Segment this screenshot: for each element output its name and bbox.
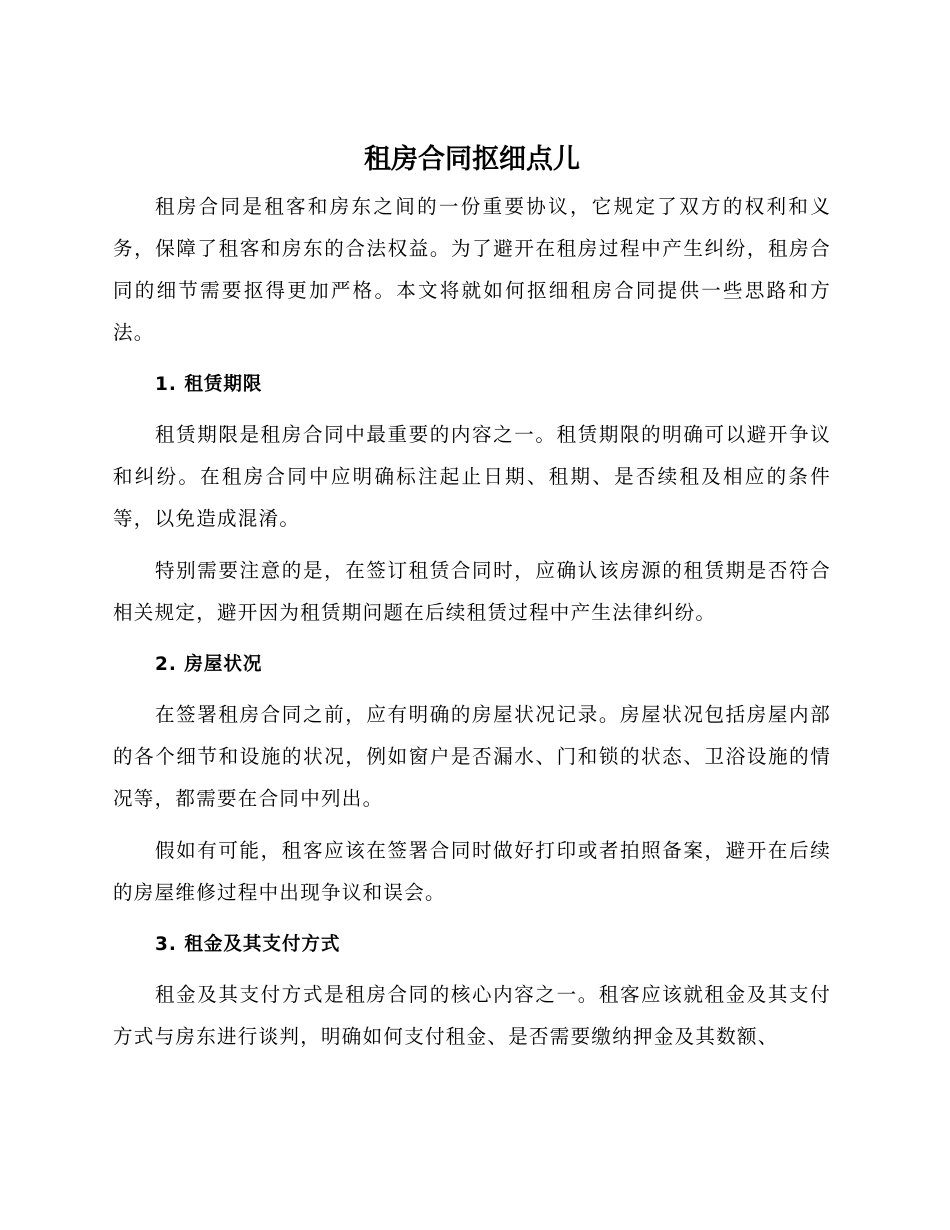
section-heading-house-condition: 2. 房屋状况 — [155, 654, 263, 675]
document-page — [113, 140, 831, 1058]
lease-term-paragraph-1: 租赁期限是租房合同中最重要的内容之一。租赁期限的明确可以避开争议和纠纷。在租房合同中应明确标注起止日期、租期、是否续租及相应的条件等，以免造成混淆。 — [113, 423, 831, 530]
section-heading-lease-term: 1. 租赁期限 — [155, 374, 263, 395]
rent-payment-paragraph-1: 租金及其支付方式是租房合同的核心内容之一。租客应该就租金及其支付方式与房东进行谈判，明确如何支付租金、是否需要缴纳押金及其数额、 — [113, 983, 831, 1048]
house-condition-paragraph-1: 在签署租房合同之前，应有明确的房屋状况记录。房屋状况包括房屋内部的各个细节和设施的状况，例如窗户是否漏水、门和锁的状态、卫浴设施的情况等，都需要在合同中列出。 — [113, 703, 831, 810]
page-title: 租房合同抠细点儿 — [364, 144, 580, 175]
section-heading-rent-payment: 3. 租金及其支付方式 — [155, 934, 341, 955]
intro-paragraph: 租房合同是租客和房东之间的一份重要协议，它规定了双方的权利和义务，保障了租客和房东的合法权益。为了避开在租房过程中产生纠纷，租房合同的细节需要抠得更加严格。本文将就如何抠细租房合同提供一些思路和方法。 — [113, 195, 831, 344]
lease-term-paragraph-2: 特别需要注意的是，在签订租赁合同时，应确认该房源的租赁期是否符合相关规定，避开因为租赁期问题在后续租赁过程中产生法律纠纷。 — [113, 559, 831, 624]
house-condition-paragraph-2: 假如有可能，租客应该在签署合同时做好打印或者拍照备案，避开在后续的房屋维修过程中出现争议和误会。 — [113, 839, 831, 904]
